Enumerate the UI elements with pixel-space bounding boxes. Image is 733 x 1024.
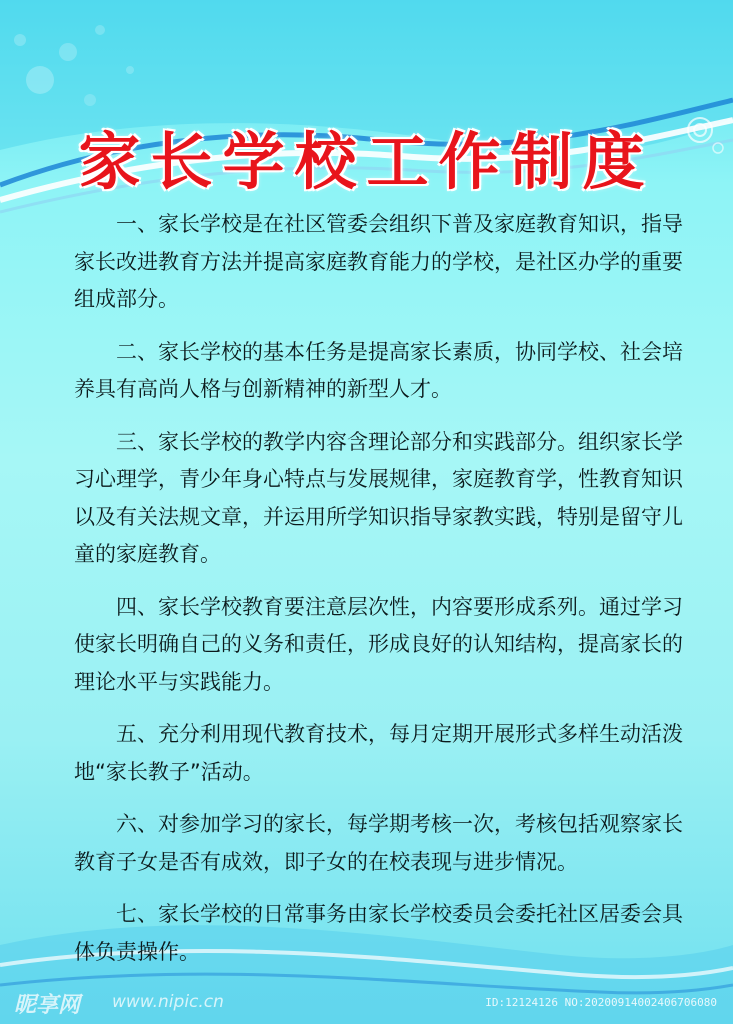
rule-paragraph-5: 五、充分利用现代教育技术，每月定期开展形式多样生动活泼地“家长教子”活动。: [74, 722, 683, 784]
rule-paragraph-2: 二、家长学校的基本任务是提高家长素质，协同学校、社会培养具有高尚人格与创新精神的新型人才。: [74, 339, 683, 401]
rules-body: [74, 206, 686, 986]
rule-paragraph-1: 一、家长学校是在社区管委会组织下普及家庭教育知识，指导家长改进教育方法并提高家庭教育能力的学校，是社区办学的重要组成部分。: [74, 212, 683, 311]
watermark-url: www.nipic.cn: [112, 992, 224, 1012]
poster-title: 家长学校工作制度: [78, 125, 655, 198]
watermark-logo: 昵享网: [14, 993, 81, 1018]
rule-paragraph-7: 七、家长学校的日常事务由家长学校委员会委托社区居委会具体负责操作。: [74, 902, 683, 964]
watermark-id: ID:12124126 NO:20200914002406706080: [485, 996, 717, 1009]
rule-paragraph-4: 四、家长学校教育要注意层次性，内容要形成系列。通过学习使家长明确自己的义务和责任，形成良好的认知结构，提高家长的理论水平与实践能力。: [74, 594, 683, 694]
rule-paragraph-6: 六、对参加学习的家长，每学期考核一次，考核包括观察家长教育子女是否有成效，即子女的在校表现与进步情况。: [74, 812, 683, 874]
rule-paragraph-3: 三、家长学校的教学内容含理论部分和实践部分。组织家长学习心理学，青少年身心特点与发展规律，家庭教育学，性教育知识以及有关法规文章，并运用所学知识指导家教实践，特别是留守儿童的家庭教育。: [74, 429, 683, 566]
